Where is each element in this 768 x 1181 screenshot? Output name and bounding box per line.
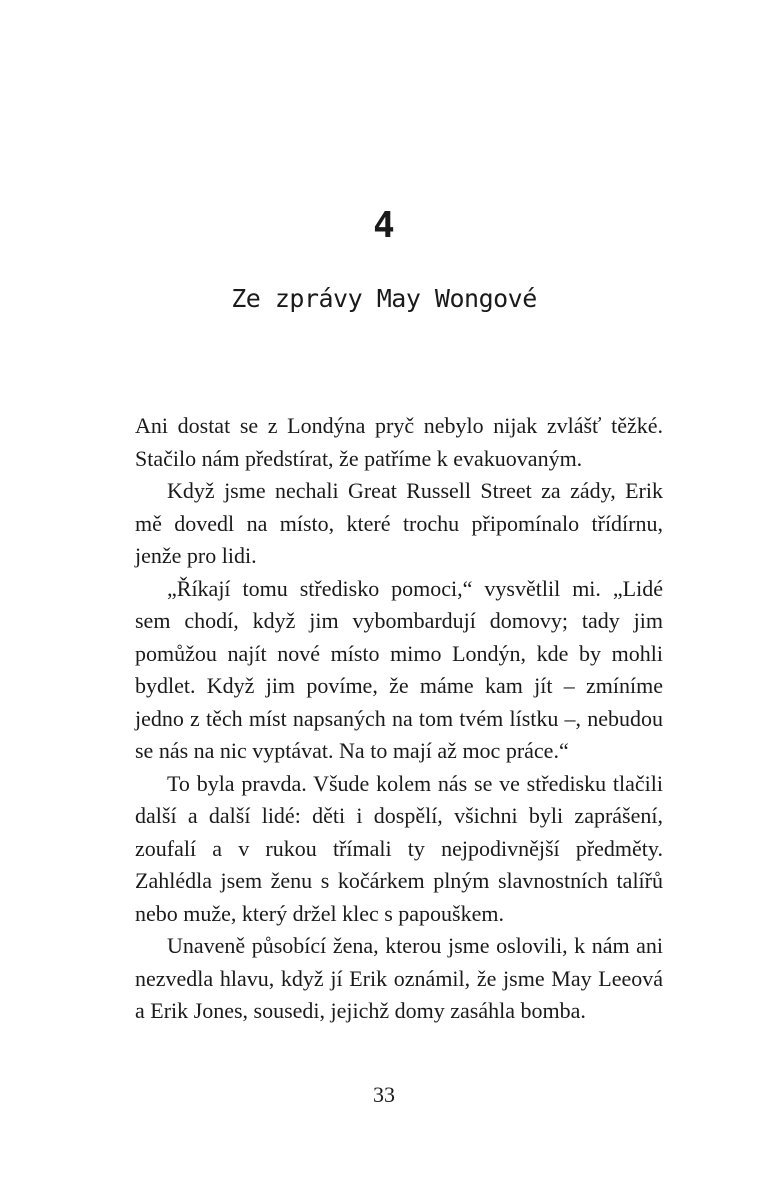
body-text (135, 410, 663, 1028)
paragraph: Ani dostat se z Londýna pryč nebylo nijak zvlášť těžké. Stačilo nám předstírat, že patříme k evakuovaným. (135, 413, 663, 471)
paragraph: Unaveně působící žena, kterou jsme oslovili, k nám ani nezvedla hlavu, když jí Erik oznámil, že jsme May Leeová a Erik Jones, sousedi, jejichž domy zasáhla bomba. (135, 933, 663, 1023)
paragraph: „Říkají tomu středisko pomoci,“ vysvětlil mi. „Lidé sem chodí, když jim vybombardují domovy; tady jim pomůžou najít nové místo mimo Londýn, kde by mohli bydlet. Když jim povíme, že máme kam jít – zmíníme jedno z těch míst napsaných na tom tvém lístku –, nebudou se nás na nic vyptávat. Na to mají až moc práce.“ (135, 575, 663, 763)
chapter-title: Ze zprávy May Wongové (231, 284, 537, 313)
page-number: 33 (373, 1082, 395, 1107)
paragraph: Když jsme nechali Great Russell Street za zády, Erik mě dovedl na místo, které trochu připomínalo třídírnu, jenže pro lidi. (135, 478, 663, 568)
paragraph: To byla pravda. Všude kolem nás se ve středisku tlačili další a další lidé: děti i dospělí, všichni byli zaprášení, zoufalí a v rukou třímali ty nejpodivnější předměty. Zahlédla jsem ženu s kočárkem plným slavnostních talířů nebo muže, který držel klec s papouškem. (135, 770, 663, 926)
chapter-number: 4 (373, 205, 395, 246)
